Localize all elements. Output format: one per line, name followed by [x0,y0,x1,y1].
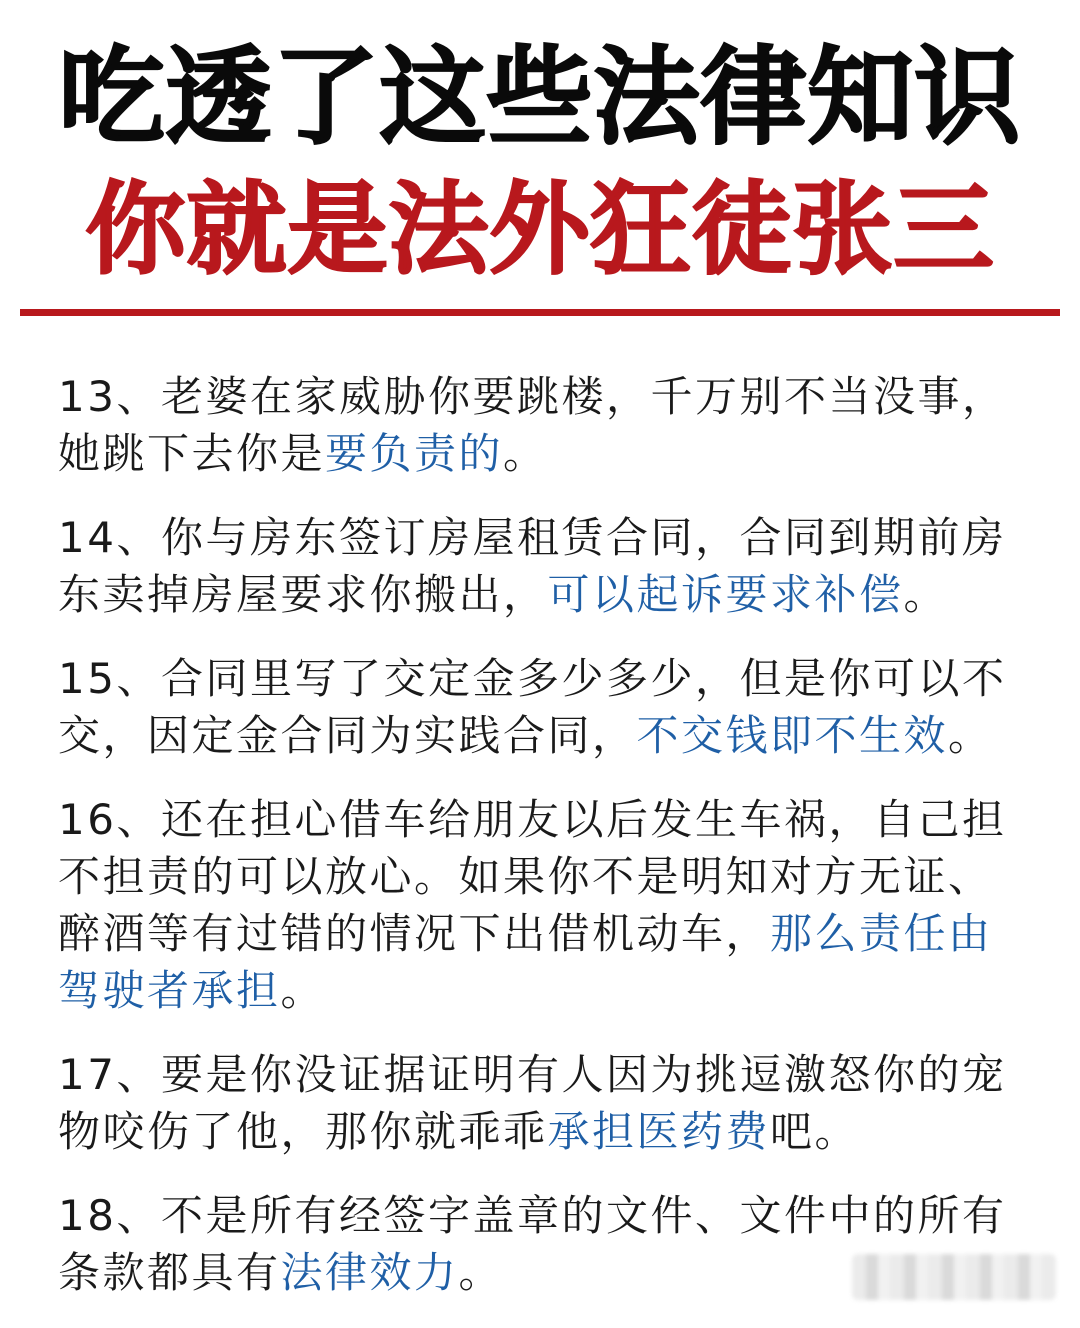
item-tail: 。 [903,570,949,619]
list-item-14 [58,509,1028,623]
item-text: 16、还在担心借车给朋友以后发生车祸，自己担不担责的可以放心。如果你不是明知对方无证、醉酒等有过错的情况下出借机动车， [58,795,1007,958]
law-tips-list [58,368,1028,1328]
item-text: 18、不是所有经签字盖章的文件、文件中的所有条款都具有 [58,1191,1007,1297]
item-tail: 。 [948,711,993,760]
item-text: 14、你与房东签订房屋租赁合同，合同到期前房东卖掉房屋要求你搬出， [58,513,1007,619]
blurred-watermark [852,1254,1056,1300]
item-text: 15、合同里写了交定金多少多少，但是你可以不交，因定金合同为实践合同， [58,654,1007,760]
list-item-15 [58,650,1028,764]
title-divider [20,309,1060,316]
page-subtitle: 你就是法外狂徒张三 [85,171,995,288]
page-title: 吃透了这些法律知识 [58,36,1022,159]
list-item-13 [58,368,1028,482]
item-tail: 。 [458,1248,504,1297]
item-text: 17、要是你没证据证明有人因为挑逗激怒你的宠物咬伤了他，那你就乖乖 [58,1050,1007,1156]
item-highlight: 要负责的 [325,429,504,478]
item-tail: 。 [503,429,548,478]
item-highlight: 法律效力 [280,1248,459,1297]
item-tail: 。 [280,966,326,1015]
item-highlight: 那么责任由驾驶者承担 [58,909,993,1015]
list-item-17 [58,1046,1028,1160]
item-highlight: 不交钱即不生效 [636,711,949,760]
item-tail: 吧。 [770,1107,860,1156]
item-highlight: 承担医药费 [547,1107,771,1156]
item-highlight: 可以起诉要求补偿 [547,570,904,619]
item-text: 13、老婆在家威胁你要跳楼，千万别不当没事，她跳下去你是 [58,372,1007,478]
list-item-16 [58,791,1028,1019]
